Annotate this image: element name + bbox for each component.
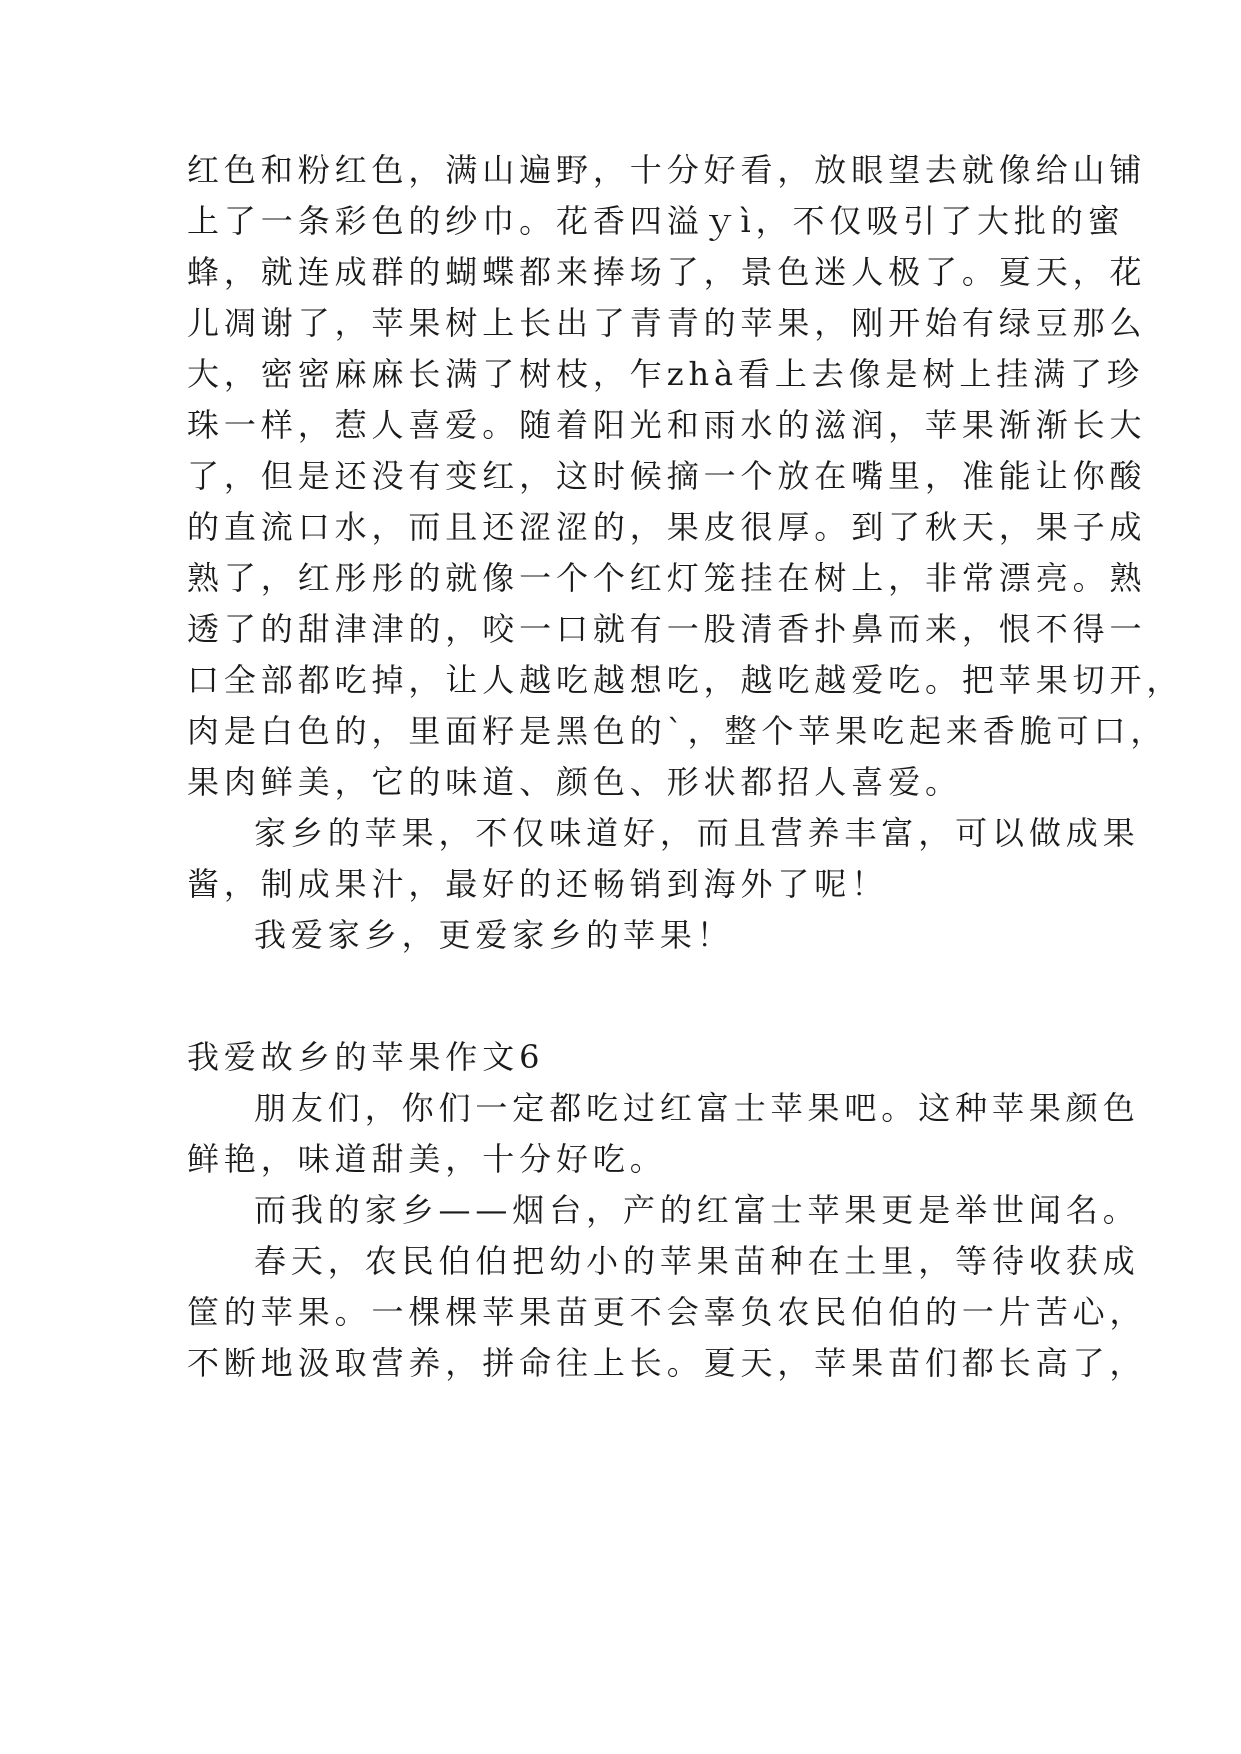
body-text-line: 红色和粉红色，满山遍野，十分好看，放眼望去就像给山铺 (187, 151, 1147, 189)
paragraph-start-line: 而我的家乡——烟台，产的红富士苹果更是举世闻名。 (254, 1191, 1140, 1229)
body-text-line: 果肉鲜美，它的味道、颜色、形状都招人喜爱。 (187, 763, 962, 801)
body-text-line: 的直流口水，而且还涩涩的，果皮很厚。到了秋天，果子成 (187, 508, 1147, 546)
paragraph-start-line: 春天，农民伯伯把幼小的苹果苗种在土里，等待收获成 (254, 1242, 1140, 1280)
body-text-line: 酱，制成果汁，最好的还畅销到海外了呢！ (187, 865, 889, 903)
body-text-line: 大，密密麻麻长满了树枝，乍zhà看上去像是树上挂满了珍 (187, 355, 1144, 393)
body-text-line: 上了一条彩色的纱巾。花香四溢ｙì，不仅吸引了大批的蜜 (187, 202, 1125, 240)
body-text-line: 儿凋谢了，苹果树上长出了青青的苹果，刚开始有绿豆那么 (187, 304, 1147, 342)
body-text-line: 熟了，红彤彤的就像一个个红灯笼挂在树上，非常漂亮。熟 (187, 559, 1147, 597)
paragraph-start-line: 朋友们，你们一定都吃过红富士苹果吧。这种苹果颜色 (254, 1089, 1140, 1127)
body-text-line: 鲜艳，味道甜美，十分好吃。 (187, 1140, 667, 1178)
body-text-line: 蜂，就连成群的蝴蝶都来捧场了，景色迷人极了。夏天，花 (187, 253, 1147, 291)
section-heading: 我爱故乡的苹果作文6 (187, 1038, 545, 1076)
body-text-line: 不断地汲取营养，拼命往上长。夏天，苹果苗们都长高了， (187, 1344, 1147, 1382)
body-text-line: 了，但是还没有变红，这时候摘一个放在嘴里，准能让你酸 (187, 457, 1147, 495)
body-text-line: 筐的苹果。一棵棵苹果苗更不会辜负农民伯伯的一片苦心， (187, 1293, 1147, 1331)
body-text-line: 口全部都吃掉，让人越吃越想吃，越吃越爱吃。把苹果切开， (187, 661, 1184, 699)
body-text-line: 透了的甜津津的，咬一口就有一股清香扑鼻而来，恨不得一 (187, 610, 1147, 648)
paragraph-start-line: 我爱家乡，更爱家乡的苹果！ (254, 916, 734, 954)
paragraph-start-line: 家乡的苹果，不仅味道好，而且营养丰富，可以做成果 (254, 814, 1140, 852)
body-text-line: 肉是白色的，里面籽是黑色的`，整个苹果吃起来香脆可口， (187, 712, 1168, 750)
body-text-line: 珠一样，惹人喜爱。随着阳光和雨水的滋润，苹果渐渐长大 (187, 406, 1147, 444)
